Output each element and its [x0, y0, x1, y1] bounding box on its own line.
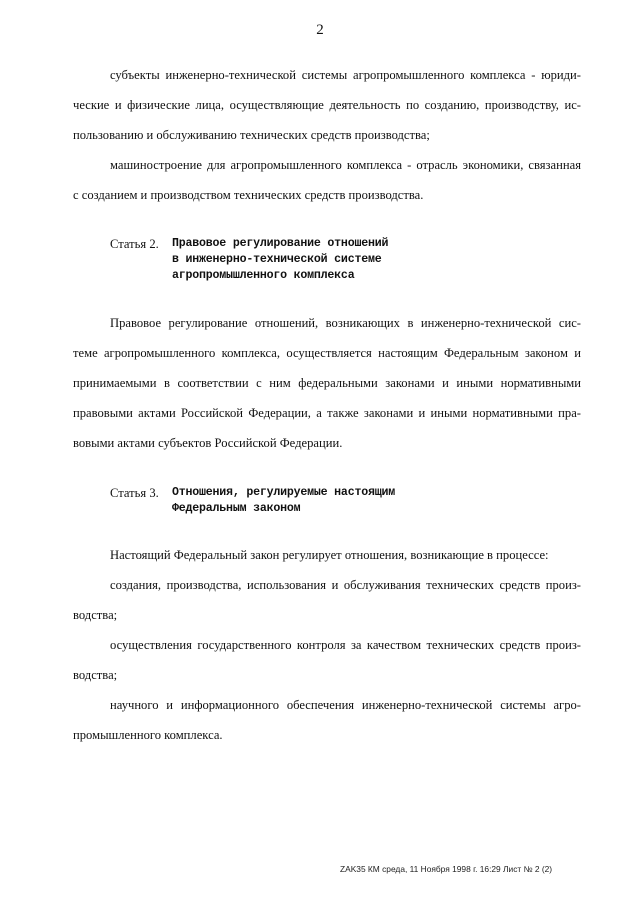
article-title-line: Отношения, регулируемые настоящим	[172, 486, 395, 499]
list-item-line: научного и информационного обеспечения инженерно-технической системы агро-	[110, 698, 581, 712]
list-item-line: водства;	[73, 668, 118, 682]
paragraph-line: вовыми актами субъектов Российской Федерации.	[73, 436, 343, 450]
list-item-line: промышленного комплекса.	[73, 728, 223, 742]
paragraph-line: ческие и физические лица, осуществляющие деятельность по созданию, производству, ис-	[73, 98, 581, 112]
page-number: 2	[316, 22, 324, 38]
paragraph-line: субъекты инженерно-технической системы агропромышленного комплекса - юриди-	[110, 68, 581, 82]
list-item-line: водства;	[73, 608, 118, 622]
paragraph-line: с созданием и производством технических средств производства.	[73, 188, 424, 202]
paragraph-line: пользованию и обслуживанию технических средств производства;	[73, 128, 430, 142]
paragraph-line: принимаемыми в соответствии с ним федеральными законами и иными нормативными	[73, 376, 581, 390]
paragraph-line: теме агропромышленного комплекса, осуществляется настоящим Федеральным законом и	[73, 346, 581, 360]
paragraph-line: Правовое регулирование отношений, возникающих в инженерно-технической сис-	[110, 316, 581, 330]
list-item-line: осуществления государственного контроля за качеством технических средств произ-	[110, 638, 581, 652]
document-footer: ZAK35 КМ среда, 11 Ноября 1998 г. 16:29 Лист № 2 (2)	[340, 864, 553, 874]
article-title-line: Федеральным законом	[172, 502, 301, 515]
paragraph-line: правовыми актами Российской Федерации, а также законами и иными нормативными пра-	[73, 406, 581, 420]
article-title-line: в инженерно-технической системе	[172, 253, 382, 266]
article-title-line: агропромышленного комплекса	[172, 269, 355, 282]
paragraph-line: Настоящий Федеральный закон регулирует отношения, возникающие в процессе:	[110, 548, 549, 562]
article-label: Статья 2.	[110, 237, 159, 251]
paragraph-line: машиностроение для агропромышленного комплекса - отрасль экономики, связанная	[110, 158, 581, 172]
list-item-line: создания, производства, использования и обслуживания технических средств произ-	[110, 578, 581, 592]
article-title-line: Правовое регулирование отношений	[172, 237, 389, 250]
article-label: Статья 3.	[110, 486, 159, 500]
